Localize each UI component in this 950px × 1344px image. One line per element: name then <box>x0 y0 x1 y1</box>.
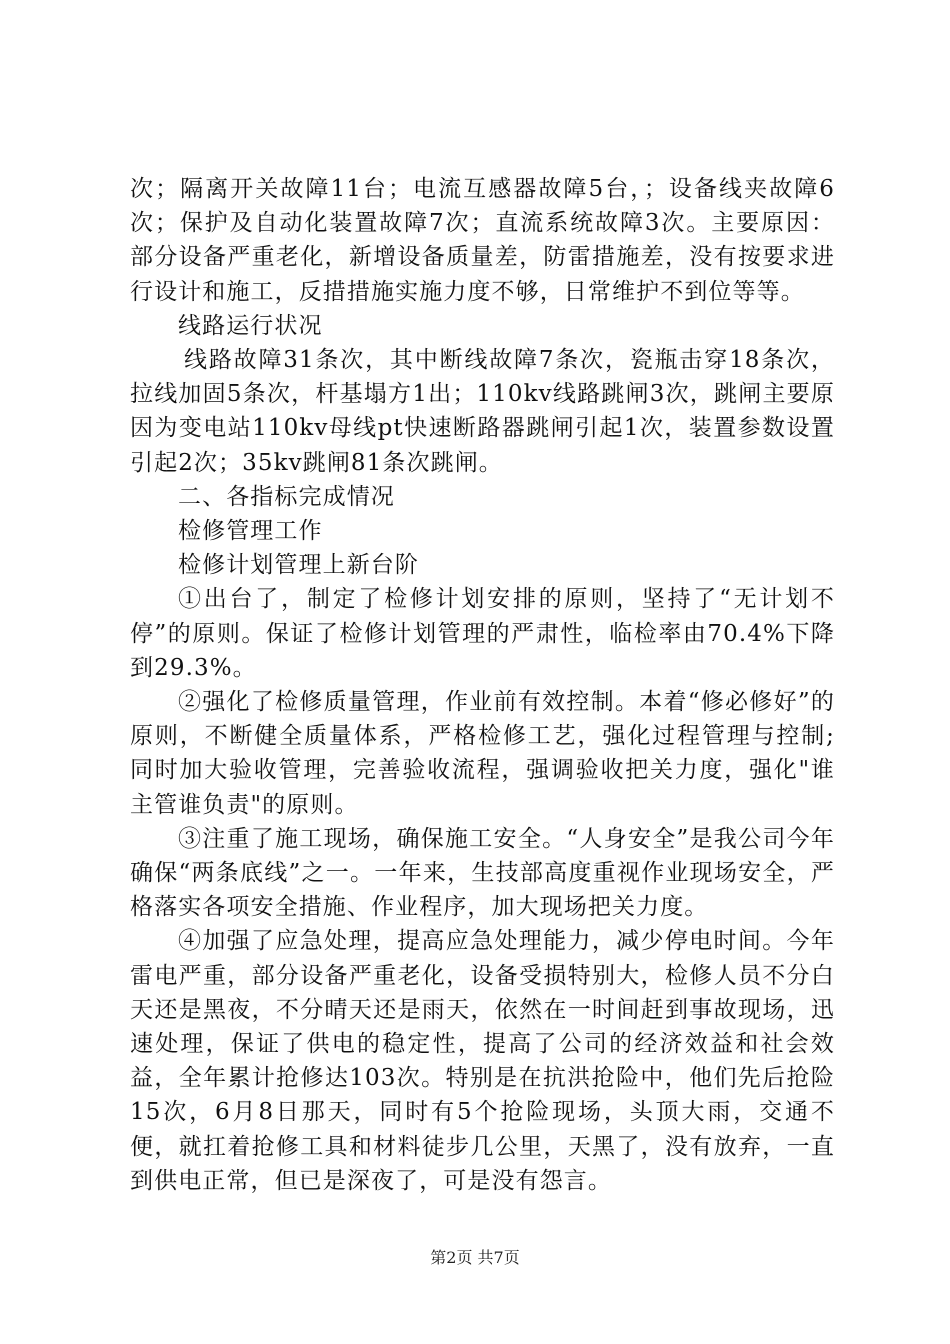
heading-maintenance-plan: 检修计划管理上新台阶 <box>178 552 419 579</box>
heading-line-operation: 线路运行状况 <box>178 312 323 339</box>
heading-maintenance-management: 检修管理工作 <box>178 518 323 545</box>
paragraph-line-faults: 线路故障31条次，其中断线故障7条次，瓷瓶击穿18条次，拉线加固5条次，杆基塌方1出；110kv线路跳闸3次，跳闸主要原因为变电站110kv母线pt快速断路器跳闸引起1次，装置参数设置引起2次；35kv跳闸81条次跳闸。 <box>130 347 835 476</box>
paragraph-equipment-faults: 次；隔离开关故障11台；电流互感器故障5台，；设备线夹故障6次；保护及自动化装置故障7次；直流系统故障3次。主要原因：部分设备严重老化，新增设备质量差，防雷措施差，没有按要求进行设计和施工，反措措施实施力度不够，日常维护不到位等等。 <box>130 176 835 305</box>
paragraph-item-3: ③注重了施工现场，确保施工安全。“人身安全”是我公司今年确保“两条底线”之一。一年来，生技部高度重视作业现场安全，严格落实各项安全措施、作业程序，加大现场把关力度。 <box>130 825 835 921</box>
paragraph-item-1: ①出台了，制定了检修计划安排的原则，坚持了“无计划不停”的原则。保证了检修计划管理的严肃性，临检率由70.4%下降到29.3%。 <box>130 586 835 681</box>
heading-indicators: 二、各指标完成情况 <box>178 483 395 510</box>
page-footer: 第2页 共7页 <box>430 1248 520 1267</box>
paragraph-item-4: ④加强了应急处理，提高应急处理能力，减少停电时间。今年雷电严重，部分设备严重老化，设备受损特别大，检修人员不分白天还是黑夜，不分晴天还是雨天，依然在一时间赶到事故现场，迅速处理，保证了供电的稳定性，提高了公司的经济效益和社会效益，全年累计抢修达103次。特别是在抗洪抢险中，他们先后抢险15次，6月8日那天，同时有5个抢险现场，头顶大雨，交通不便，就扛着抢修工具和材料徒步几公里，天黑了，没有放弃，一直到供电正常，但已是深夜了，可是没有怨言。 <box>130 928 835 1194</box>
document-body <box>130 172 835 1198</box>
paragraph-item-2: ②强化了检修质量管理，作业前有效控制。本着“修必修好”的原则，不断健全质量体系，严格检修工艺，强化过程管理与控制;同时加大验收管理，完善验收流程，强调验收把关力度，强化"谁主管谁负责"的原则。 <box>130 689 835 818</box>
